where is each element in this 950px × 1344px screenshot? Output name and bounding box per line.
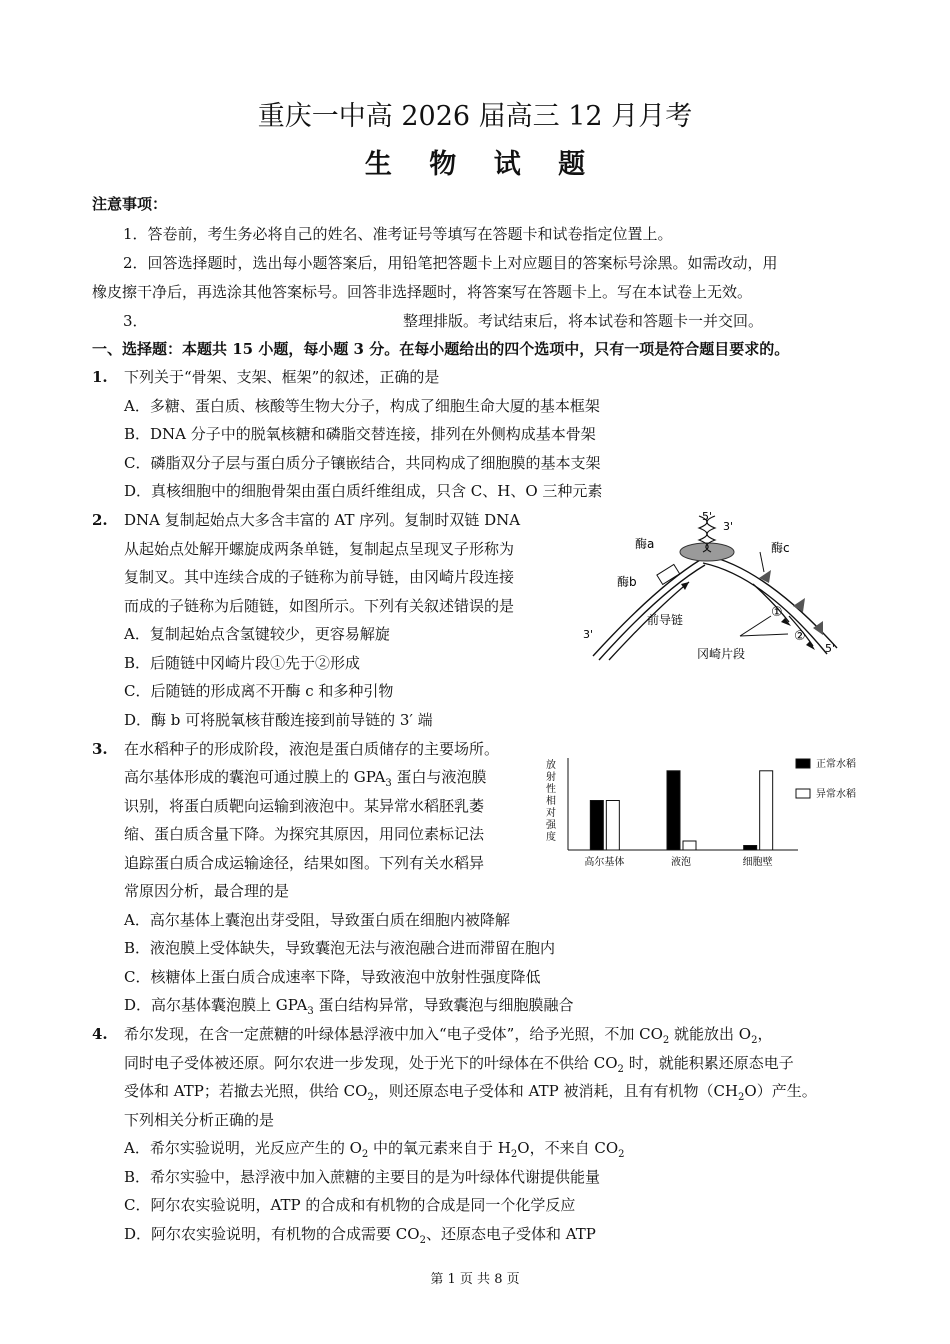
notice-item-3: 整理排版。考试结束后，将本试卷和答题卡一并交回。 xyxy=(403,312,764,330)
question-stem-line-1: 希尔发现，在含一定蔗糖的叶绿体悬浮液中加入“电子受体”，给予光照，不加 $CO_2$ 就能放出 $O_2$， xyxy=(124,1025,773,1046)
bar-abnormal xyxy=(683,841,696,850)
option-a: A．复制起始点含氢键较少，更容易解旋 xyxy=(124,625,390,643)
x-tick-label: 高尔基体 xyxy=(584,857,625,868)
question-stem-line-1: 在水稻种子的形成阶段，液泡是蛋白质储存的主要场所。 xyxy=(124,740,500,758)
option-c: C．核糖体上蛋白质合成速率下降，导致液泡中放射性强度降低 xyxy=(124,968,541,986)
page-title: 重庆一中高 2026 届高三 12 月月考 xyxy=(257,101,693,132)
question-stem-line-3: 复制叉。其中连续合成的子链称为前导链，由冈崎片段连接 xyxy=(124,568,515,586)
y-axis-label-char: 射 xyxy=(546,772,556,783)
option-b: B．希尔实验中，悬浮液中加入蔗糖的主要目的是为叶绿体代谢提供能量 xyxy=(124,1168,601,1186)
label-3prime-top: 3' xyxy=(723,520,734,533)
option-c: C．后随链的形成离不开酶 c 和多种引物 xyxy=(124,682,394,700)
enzyme-a-shape xyxy=(680,543,734,561)
notice-item-2-line-2: 橡皮擦干净后，再选涂其他答案标号。回答非选择题时，将答案写在答题卡上。写在本试卷上无效。 xyxy=(92,283,753,301)
enzyme-b-shape xyxy=(657,564,680,584)
option-d: D．真核细胞中的细胞骨架由蛋白质纤维组成，只含 C、H、O 三种元素 xyxy=(124,482,603,500)
question-stem-line-4: 缩、蛋白质含量下降。为探究其原因，用同位素标记法 xyxy=(124,825,485,843)
bar-abnormal xyxy=(606,801,619,851)
question-stem-line-5: 追踪蛋白质合成运输途径，结果如图。下列有关水稻异 xyxy=(124,854,485,872)
notice-heading: 注意事项： xyxy=(92,195,168,213)
notice-item-3-number: 3． xyxy=(123,312,148,330)
question-number: 3. xyxy=(92,740,108,758)
bar-normal xyxy=(667,771,680,850)
notice-item-1: 1．答卷前，考生务必将自己的姓名、准考证号等填写在答题卡和试卷指定位置上。 xyxy=(123,225,673,243)
x-tick-label: 液泡 xyxy=(671,857,691,868)
question-stem-line-1: DNA 复制起始点大多含丰富的 AT 序列。复制时双链 DNA xyxy=(124,511,521,529)
label-3prime-left: 3' xyxy=(583,628,594,641)
fragment-2-label: ② xyxy=(794,629,806,644)
bar-normal xyxy=(744,846,757,851)
page-subtitle: 生 物 试 题 xyxy=(364,149,600,180)
y-axis-label-char: 强 xyxy=(546,820,556,831)
x-tick-label: 细胞壁 xyxy=(742,857,773,868)
question-number: 2. xyxy=(92,511,108,529)
option-a: A．希尔实验说明，光反应产生的 $O_2$ 中的氧元素来自于 $H_2O$，不来自 $CO_2$ xyxy=(124,1139,625,1160)
y-axis-label-char: 度 xyxy=(546,832,556,843)
question-stem-line-2: 从起始点处解开螺旋成两条单链，复制起点呈现叉子形称为 xyxy=(124,540,515,558)
page-number: 第 1 页 共 8 页 xyxy=(430,1272,520,1287)
option-d: D．高尔基体囊泡膜上 $GPA_3$ 蛋白结构异常，导致囊泡与细胞膜融合 xyxy=(124,996,574,1017)
question-stem-line-6: 常原因分析，最合理的是 xyxy=(124,882,290,900)
question-number: 1. xyxy=(92,368,108,386)
option-b: B．液泡膜上受体缺失，导致囊泡无法与液泡融合进而滞留在胞内 xyxy=(124,939,556,957)
option-c: C．阿尔农实验说明，ATP 的合成和有机物的合成是同一个化学反应 xyxy=(124,1196,576,1214)
option-a: A．多糖、蛋白质、核酸等生物大分子，构成了细胞生命大厦的基本框架 xyxy=(124,397,600,415)
y-axis-label-char: 对 xyxy=(546,808,556,819)
question-number: 4. xyxy=(92,1025,108,1043)
question-stem-line-4: 下列相关分析正确的是 xyxy=(124,1111,275,1129)
radioactivity-bar-chart xyxy=(538,750,878,875)
y-axis-label-char: 性 xyxy=(546,784,556,795)
section-heading: 一、选择题：本题共 15 小题，每小题 3 分。在每小题给出的四个选项中，只有一项是符合题目要求的。 xyxy=(92,340,790,358)
legend-swatch xyxy=(796,759,810,768)
enzyme-b-label: 酶b xyxy=(617,575,637,589)
question-stem-line-3: 识别，将蛋白质靶向运输到液泡中。某异常水稻胚乳萎 xyxy=(124,797,485,815)
y-axis-label-char: 放 xyxy=(546,760,556,771)
option-b: B．后随链中冈崎片段①先于②形成 xyxy=(124,654,361,672)
template-strand-left xyxy=(593,560,700,656)
enzyme-a-label: 酶a xyxy=(635,537,655,551)
option-c: C．磷脂双分子层与蛋白质分子镶嵌结合，共同构成了细胞膜的基本支架 xyxy=(124,454,601,472)
label-5prime-right: 5' xyxy=(825,642,836,655)
okazaki-label: 冈崎片段 xyxy=(697,647,746,661)
dna-replication-diagram xyxy=(575,508,850,668)
question-stem-line-3: 受体和 ATP；若撤去光照，供给 $CO_2$，则还原态电子受体和 ATP 被消耗，且有有机物$(CH_2O)$产生。 xyxy=(124,1082,817,1103)
option-d: D．阿尔农实验说明，有机物的合成需要 $CO_2$、还原态电子受体和 ATP xyxy=(124,1225,596,1246)
notice-item-2-line-1: 2．回答选择题时，选出每小题答案后，用铅笔把答题卡上对应题目的答案标号涂黑。如需改动，用 xyxy=(123,254,778,272)
label-5prime-top: 5' xyxy=(702,510,713,523)
leading-strand-label: 前导链 xyxy=(647,613,684,627)
fragment-1-label: ① xyxy=(771,605,783,620)
legend-swatch xyxy=(796,789,810,798)
legend-label: 异常水稻 xyxy=(816,789,856,800)
okazaki-pointer-2 xyxy=(740,634,788,636)
bar-normal xyxy=(590,801,603,851)
legend-label: 正常水稻 xyxy=(816,759,856,770)
question-stem-line-2: 同时电子受体被还原。阿尔农进一步发现，处于光下的叶绿体在不供给 $CO_2$ 时，就能积累还原态电子 xyxy=(124,1054,794,1075)
y-axis-label-char: 相 xyxy=(546,796,556,807)
primer-1 xyxy=(759,570,771,583)
question-stem: 下列关于“骨架、支架、框架”的叙述，正确的是 xyxy=(124,368,440,386)
leading-strand-arrowhead xyxy=(681,582,689,590)
enzyme-c-label: 酶c xyxy=(771,541,790,555)
option-a: A．高尔基体上囊泡出芽受阻，导致蛋白质在细胞内被降解 xyxy=(124,911,510,929)
enzyme-c-pointer xyxy=(760,552,764,572)
okazaki-arrowhead-2 xyxy=(806,641,815,650)
option-b: B．DNA 分子中的脱氧核糖和磷脂交替连接，排列在外侧构成基本骨架 xyxy=(124,425,596,443)
bar-abnormal xyxy=(760,771,773,850)
question-stem-line-4: 而成的子链称为后随链，如图所示。下列有关叙述错误的是 xyxy=(124,597,515,615)
option-d: D．酶 b 可将脱氧核苷酸连接到前导链的 3′ 端 xyxy=(124,711,433,729)
okazaki-pointer-1 xyxy=(740,616,771,636)
question-stem-line-2: 高尔基体形成的囊泡可通过膜上的 $GPA_3$ 蛋白与液泡膜 xyxy=(124,768,487,789)
primer-3 xyxy=(813,621,823,635)
